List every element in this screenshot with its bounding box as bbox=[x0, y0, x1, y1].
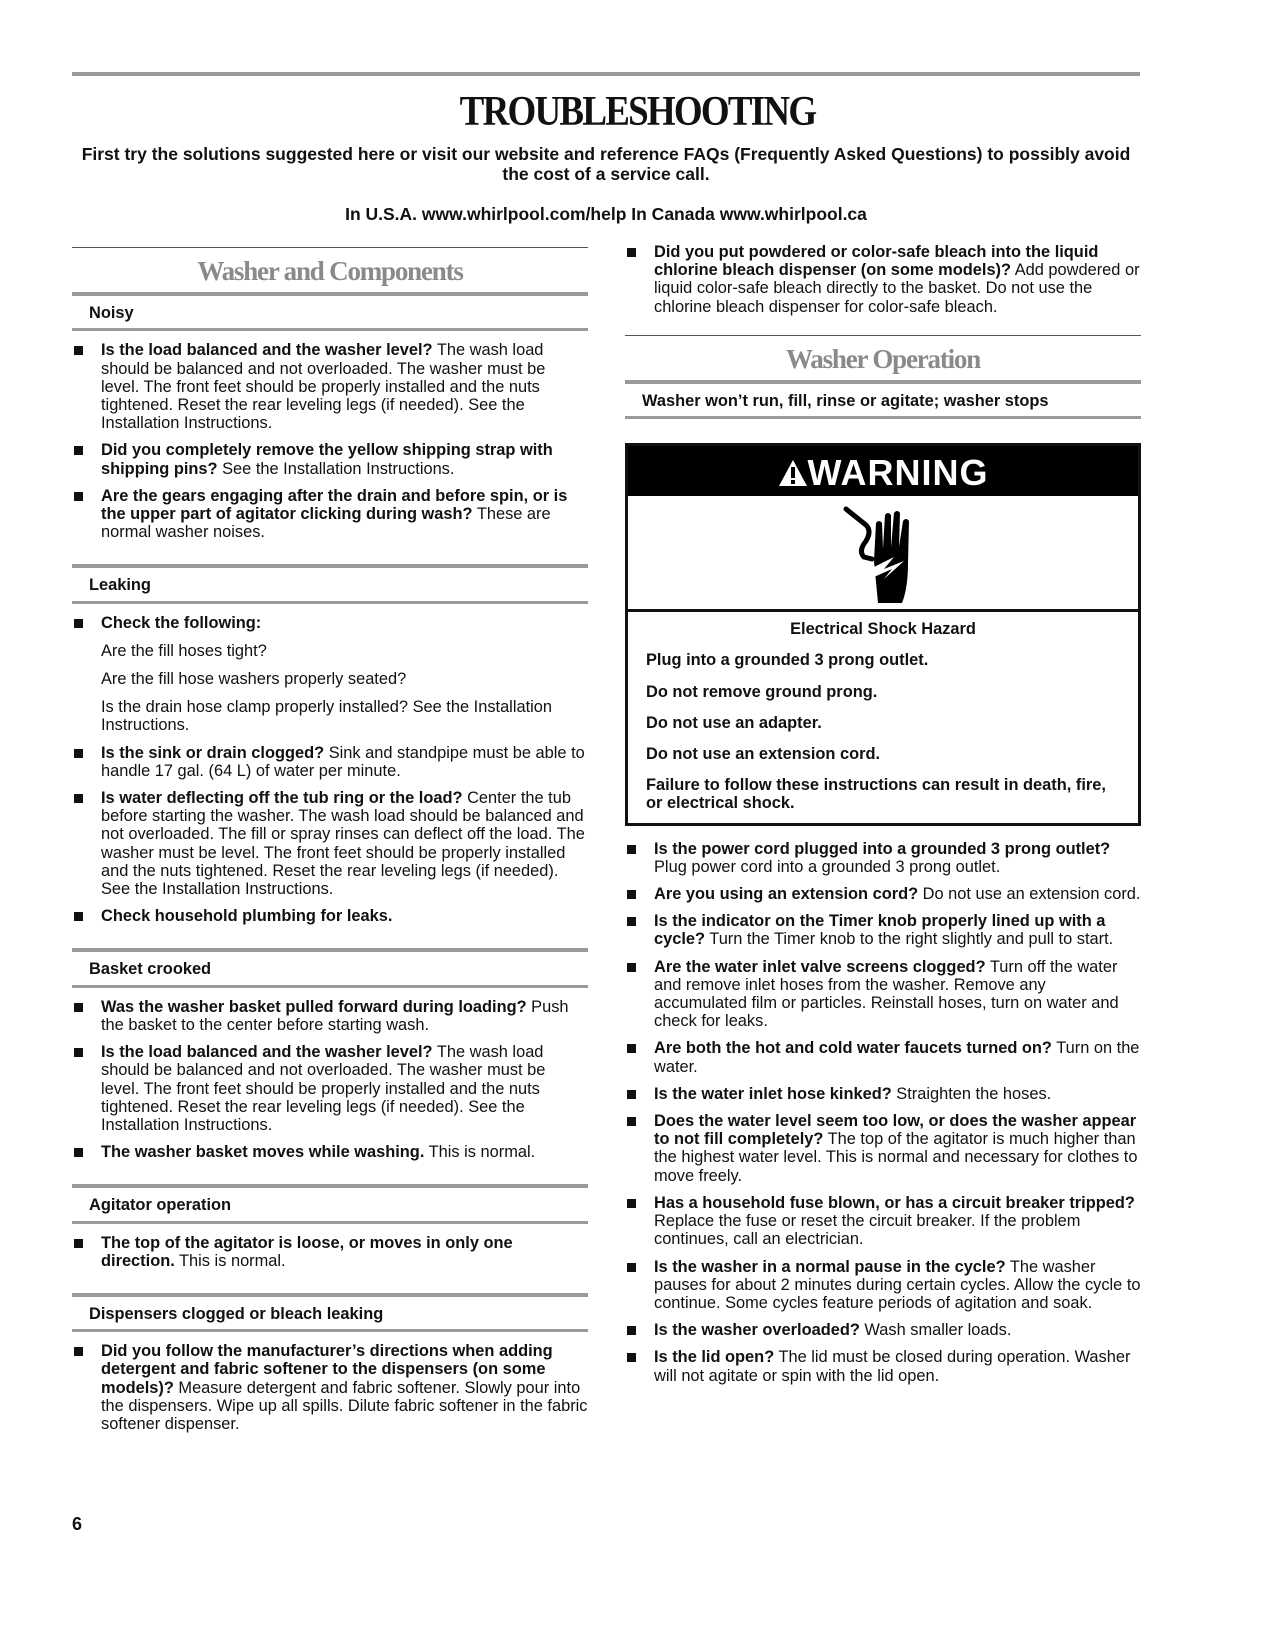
item-answer: The wash load should be balanced and not overloaded. The washer must be level. The front feet should be properly installed and the nuts tightened. Reset the rear leveling legs (if needed). See the Installation Instructions. bbox=[101, 1043, 546, 1134]
warning-header bbox=[628, 446, 1138, 496]
bullet-square-icon bbox=[627, 1044, 636, 1053]
item-list bbox=[72, 1224, 588, 1293]
item-question: The top of the agitator is loose, or moves in only one direction. bbox=[101, 1233, 513, 1270]
section-heading-washer-components: Washer and Components bbox=[197, 256, 463, 286]
item-answer: The washer pauses for about 2 minutes during certain cycles. Allow the cycle to continue. Some cycles feature periods of agitation and soak. bbox=[654, 1257, 1141, 1312]
item-list bbox=[72, 988, 588, 1185]
item-answer: The lid must be closed during operation. Washer will not agitate or spin with the lid open. bbox=[654, 1348, 1131, 1385]
item-question: Is the water inlet hose kinked? bbox=[654, 1084, 892, 1103]
item-question: Did you follow the manufacturer’s directions when adding detergent and fabric softener to the dispensers (on some models)? bbox=[101, 1342, 553, 1397]
list-item bbox=[625, 1112, 1141, 1185]
warning-line: Plug into a grounded 3 prong outlet. bbox=[646, 651, 929, 670]
item-list bbox=[72, 331, 588, 564]
list-item bbox=[625, 1085, 1141, 1103]
page-number: 6 bbox=[72, 1514, 83, 1534]
item-question: Does the water level seem too low, or does the washer appear to not fill completely? bbox=[654, 1112, 1137, 1149]
bullet-square-icon bbox=[74, 1347, 83, 1356]
bullet-square-icon bbox=[627, 1090, 636, 1099]
item-question: Is the washer in a normal pause in the cycle? bbox=[654, 1257, 1006, 1276]
top-rule bbox=[72, 72, 1140, 76]
warning-line: Do not use an extension cord. bbox=[646, 745, 881, 764]
item-check: Are the fill hoses tight? bbox=[101, 641, 267, 660]
warning-box bbox=[625, 443, 1141, 825]
bullet-square-icon bbox=[74, 446, 83, 455]
item-answer: Straighten the hoses. bbox=[891, 1084, 1052, 1103]
list-item bbox=[625, 1039, 1141, 1075]
list-item bbox=[72, 789, 588, 898]
list-item bbox=[625, 243, 1141, 316]
hazard-title: Electrical Shock Hazard bbox=[790, 620, 976, 639]
item-answer: Measure detergent and fabric softener. Slowly pour into the dispensers. Wipe up all spills. Dilute fabric softener in the fabric softener dispenser. bbox=[101, 1378, 588, 1433]
item-answer: Turn the Timer knob to the right slightly and pull to start. bbox=[705, 930, 1114, 949]
item-list bbox=[72, 604, 588, 949]
item-question: Is the power cord plugged into a grounded 3 prong outlet? bbox=[654, 839, 1111, 858]
item-question: Check the following: bbox=[101, 613, 262, 632]
item-answer: See the Installation Instructions. bbox=[217, 459, 455, 478]
list-item bbox=[72, 744, 588, 780]
bullet-square-icon bbox=[627, 1199, 636, 1208]
item-answer: The wash load should be balanced and not overloaded. The washer must be level. The front feet should be properly installed and the nuts tightened. Reset the rear leveling legs (if needed). See the Installation Instructions. bbox=[101, 341, 546, 433]
subsection-title: Agitator operation bbox=[72, 1188, 588, 1223]
subsection-title: Washer won’t run, fill, rinse or agitate; washer stops bbox=[625, 384, 1141, 419]
item-answer: This is normal. bbox=[174, 1251, 286, 1270]
item-question: Check household plumbing for leaks. bbox=[101, 907, 393, 926]
bullet-square-icon bbox=[74, 1048, 83, 1057]
item-answer: Do not use an extension cord. bbox=[918, 885, 1141, 904]
item-question: Is the washer overloaded? bbox=[654, 1321, 860, 1340]
item-question: The washer basket moves while washing. bbox=[101, 1143, 425, 1162]
list-item bbox=[625, 1321, 1141, 1339]
list-item bbox=[72, 1143, 588, 1161]
bullet-square-icon bbox=[627, 963, 636, 972]
warning-label: WARNING bbox=[807, 452, 989, 494]
item-check: Are the fill hose washers properly seated? bbox=[101, 670, 407, 689]
section-heading-washer-operation: Washer Operation bbox=[785, 343, 981, 374]
subsection-title: Dispensers clogged or bleach leaking bbox=[72, 1297, 588, 1332]
subsection-title: Noisy bbox=[72, 296, 588, 331]
item-answer: These are normal washer noises. bbox=[101, 505, 551, 542]
item-question: Is the load balanced and the washer level? bbox=[101, 341, 433, 360]
item-list bbox=[72, 1332, 588, 1456]
item-question: Has a household fuse blown, or has a circuit breaker tripped? bbox=[654, 1193, 1135, 1212]
item-question: Is the load balanced and the washer level? bbox=[101, 1043, 433, 1062]
list-item bbox=[72, 1234, 588, 1270]
list-item bbox=[625, 958, 1141, 1031]
item-question: Did you put powdered or color-safe bleach into the liquid chlorine bleach dispenser (on some models)? bbox=[654, 243, 1099, 280]
list-item bbox=[72, 998, 588, 1034]
list-item bbox=[625, 840, 1141, 876]
item-answer: Sink and standpipe must be able to handle 17 gal. (64 L) of water per minute. bbox=[101, 743, 585, 780]
item-question: Is the lid open? bbox=[654, 1348, 775, 1367]
item-question: Is the indicator on the Timer knob properly lined up with a cycle? bbox=[654, 912, 1106, 949]
warning-triangle-icon bbox=[778, 459, 808, 487]
bullet-square-icon bbox=[74, 749, 83, 758]
bullet-square-icon bbox=[74, 346, 83, 355]
list-item bbox=[72, 1043, 588, 1134]
bullet-square-icon bbox=[627, 1263, 636, 1272]
subsection-title: Leaking bbox=[72, 568, 588, 603]
item-question: Is the sink or drain clogged? bbox=[101, 743, 325, 762]
left-column bbox=[72, 247, 588, 1456]
bullet-square-icon bbox=[74, 492, 83, 501]
page-title: TROUBLESHOOTING bbox=[459, 89, 816, 135]
intro-text: First try the solutions suggested here or visit our website and reference FAQs (Frequently Asked Questions) to possibly avoid the cost of a service call. bbox=[81, 144, 1131, 184]
item-answer: This is normal. bbox=[424, 1143, 536, 1162]
right-column bbox=[625, 243, 1141, 1408]
bullet-square-icon bbox=[627, 248, 636, 257]
bullet-square-icon bbox=[627, 1353, 636, 1362]
bullet-square-icon bbox=[74, 912, 83, 921]
bullet-square-icon bbox=[74, 1003, 83, 1012]
bullet-square-icon bbox=[627, 890, 636, 899]
item-question: Are the gears engaging after the drain and before spin, or is the upper part of agitator clicking during wash? bbox=[101, 486, 568, 524]
item-question: Is water deflecting off the tub ring or the load? bbox=[101, 789, 463, 808]
list-item bbox=[625, 1348, 1141, 1384]
item-answer: Add powdered or liquid color-safe bleach directly to the basket. Do not use the chlorine bleach dispenser for color-safe bleach. bbox=[654, 261, 1140, 316]
website-links: In U.S.A. www.whirlpool.com/help In Canada www.whirlpool.ca bbox=[345, 204, 867, 224]
bullet-square-icon bbox=[74, 1148, 83, 1157]
item-question: Did you completely remove the yellow shipping strap with shipping pins? bbox=[101, 441, 553, 478]
item-check: Is the drain hose clamp properly installed? See the Installation Instructions. bbox=[101, 698, 553, 735]
bullet-square-icon bbox=[74, 794, 83, 803]
bullet-square-icon bbox=[74, 1239, 83, 1248]
item-answer: Turn off the water and remove inlet hoses from the washer. Remove any accumulated film or particles. Reinstall hoses, turn on water and check for leaks. bbox=[654, 957, 1119, 1031]
bullet-square-icon bbox=[627, 1117, 636, 1126]
electrical-shock-hand-icon bbox=[628, 496, 1138, 612]
item-answer: Replace the fuse or reset the circuit breaker. If the problem continues, call an electrician. bbox=[654, 1212, 1081, 1249]
item-answer: Plug power cord into a grounded 3 prong outlet. bbox=[654, 857, 1001, 876]
warning-line: Failure to follow these instructions can result in death, fire, or electrical shock. bbox=[646, 776, 1106, 813]
item-question: Are both the hot and cold water faucets turned on? bbox=[654, 1039, 1052, 1058]
list-item bbox=[625, 1194, 1141, 1249]
list-item bbox=[72, 907, 588, 925]
item-answer: Push the basket to the center before starting wash. bbox=[101, 997, 569, 1034]
list-item bbox=[72, 487, 588, 542]
item-answer: Center the tub before starting the washer. The wash load should be balanced and not overloaded. The fill or spray rinses can deflect off the load. The washer must be level. The front feet should be properly installed and the nuts tightened. Reset the rear leveling legs (if needed). See the Installation Instructions. bbox=[101, 789, 585, 899]
warning-line: Do not use an adapter. bbox=[646, 713, 822, 732]
item-answer: Turn on the water. bbox=[654, 1039, 1140, 1076]
warning-body bbox=[628, 612, 1138, 822]
subsection-title: Basket crooked bbox=[72, 952, 588, 987]
bullet-square-icon bbox=[627, 917, 636, 926]
item-answer: Wash smaller loads. bbox=[859, 1321, 1012, 1340]
list-item bbox=[625, 885, 1141, 903]
list-item bbox=[625, 1258, 1141, 1313]
bullet-square-icon bbox=[74, 619, 83, 628]
list-item bbox=[72, 1342, 588, 1433]
list-item bbox=[72, 614, 588, 735]
bullet-square-icon bbox=[627, 845, 636, 854]
bullet-square-icon bbox=[627, 1326, 636, 1335]
list-item bbox=[72, 341, 588, 432]
warning-line: Do not remove ground prong. bbox=[646, 682, 878, 701]
list-item bbox=[625, 912, 1141, 948]
item-question: Are the water inlet valve screens clogged? bbox=[654, 957, 986, 976]
item-question: Are you using an extension cord? bbox=[654, 885, 919, 904]
item-answer: The top of the agitator is much higher than the highest water level. This is normal and necessary for clothes to move freely. bbox=[654, 1130, 1138, 1185]
list-item bbox=[72, 441, 588, 477]
item-question: Was the washer basket pulled forward during loading? bbox=[101, 997, 527, 1016]
